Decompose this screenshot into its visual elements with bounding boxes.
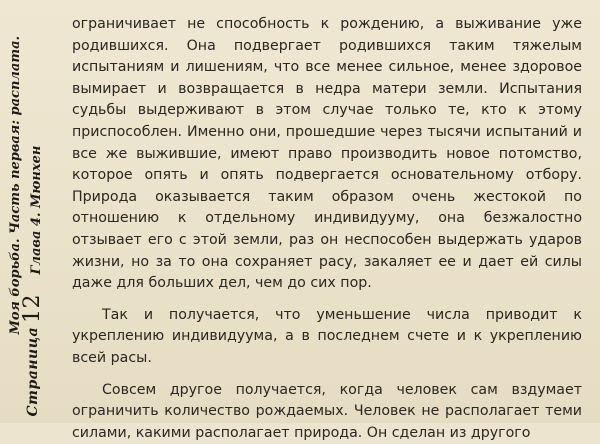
running-header: [0, 0, 54, 423]
chapter-title: Глава 4. Мюнхен: [29, 146, 44, 275]
page-label: [20, 294, 45, 417]
page-sidebar: [0, 0, 54, 423]
paragraph-2: Так и получается, что уменьшение числа приводит к укреплению индивидуума, а в последнем счете и к укреплению всей расы.: [72, 305, 582, 370]
page-word: Страница: [25, 327, 41, 417]
body-text: [72, 14, 582, 444]
page-number: 12: [20, 294, 45, 323]
book-title: Моя борьба. Часть первая: расплата.: [8, 36, 23, 335]
paragraph-3: Совсем другое получается, когда человек сам вздумает ограничить количество рождаемых. Человек не располагает теми силами, какими располагает природа. Он сделан из другого: [72, 380, 582, 444]
paragraph-1: ограничивает не способность к рождению, а выживание уже родившихся. Она подвергает родившихся таким тяжелым испытаниям и лишениям, что все менее сильное, менее здоровое вымирает и возвращается в недра матери земли. Испытания судьбы выдерживают в этом случае только те, кто к этому приспособлен. Именно они, прошедшие через тысячи испытаний и все же выжившие, имеют право производить новое потомство, которое опять и опять подвергается основательному отбору. Природа оказывается таким образом очень жестокой по отношению к отдельному индивидууму, она безжалостно отзывает его с этой земли, раз он неспособен выдержать ударов жизни, но за то она сохраняет расу, закаляет ее и дает ей силы даже для больших дел, чем до сих пор.: [72, 14, 582, 295]
